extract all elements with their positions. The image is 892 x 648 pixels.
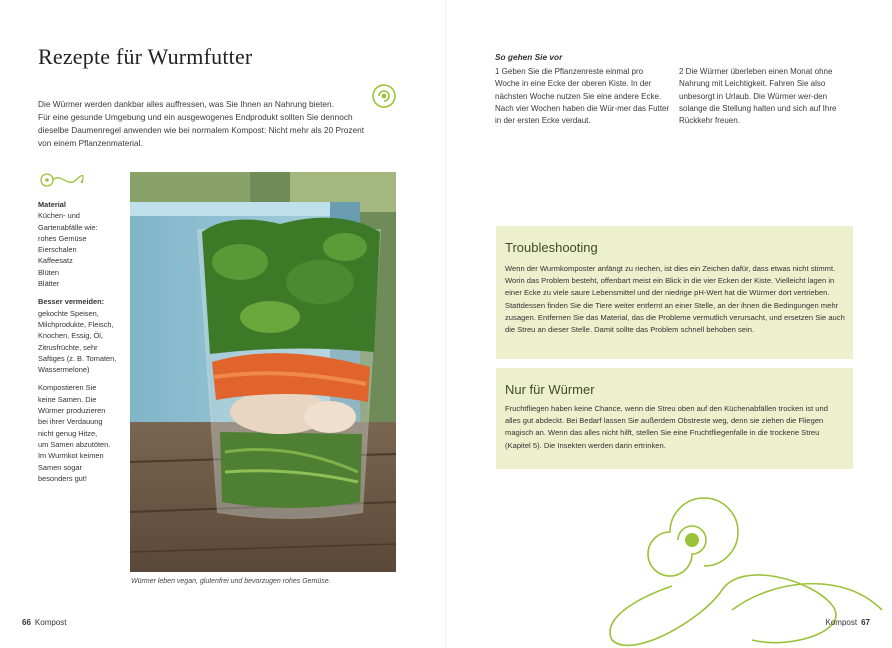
- step-2-text: 2 Die Würmer überleben einen Monat ohne Nahrung mit Leichtigkeit. Fahren Sie also unbesorgt in Urlaub. Die Würmer wer-den solange die Stellung halten und sich auf Ihre Rückkehr freuen.: [679, 67, 837, 126]
- note-line: Würmer produzieren: [38, 406, 106, 416]
- page-number-right: [826, 618, 870, 627]
- photo-illustration: [130, 172, 396, 572]
- seed-note-block: [38, 382, 126, 484]
- troubleshooting-box: [496, 226, 853, 359]
- material-line: Eierschalen: [38, 245, 77, 255]
- folio-number: 67: [861, 618, 870, 627]
- material-heading: Material: [38, 200, 66, 209]
- material-line: Blätter: [38, 279, 60, 289]
- page-title: Rezepte für Wurmfutter: [38, 44, 253, 69]
- sidebar-material: [38, 199, 126, 491]
- photo-caption: Würmer leben vegan, glutenfrei und bevorzugen rohes Gemüse.: [131, 578, 331, 585]
- note-line: besonders gut!: [38, 473, 87, 483]
- photo-vegetable-glass: [130, 172, 396, 572]
- avoid-line: Wassermelone): [38, 365, 90, 375]
- note-line: Kompostieren Sie: [38, 383, 97, 393]
- avoid-line: Zitrusfrüchte, sehr: [38, 342, 98, 352]
- worms-only-box: [496, 368, 853, 469]
- note-line: Im Wurmkot keimen: [38, 451, 104, 461]
- avoid-line: gekochte Speisen,: [38, 308, 99, 318]
- material-line: Küchen- und: [38, 211, 80, 221]
- troubleshooting-text: Wenn der Wurmkomposter anfängt zu riechen, ist dies ein Zeichen dafür, dass etwas nicht stimmt. Worin das Problem besteht, offenbart meist ein Blick in die vier Ecken der Kiste. Vielleicht lagen in einer Ecke zu viele saure Lebensmittel und der niedrige pH-Wert hat die Würmer dort vertrieben. Stattdessen finden Sie die Tiere weiter entfernt an einer Stelle, an der ihnen die Bedingungen mehr zusagen. Entfernen Sie das Material, das die Probleme vermutlich verursacht, und ersetzen Sie auch die Streu an dieser Stelle. Damit sollte das Problem schnell behoben sein.: [505, 264, 845, 335]
- material-block: [38, 199, 126, 289]
- flourish-ornament-icon: [38, 170, 88, 190]
- avoid-heading: Besser vermeiden:: [38, 297, 105, 307]
- worms-only-title: Nur für Würmer: [505, 382, 595, 397]
- folio-label: Kompost: [825, 618, 858, 627]
- step-1-text: 1 Geben Sie die Pflanzenreste einmal pro Woche in eine Ecke der oberen Kiste. In der nächsten Woche nutzen Sie eine andere Ecke. Nach vier Wochen haben die Wür-mer das Futter in der ersten Ecke verdaut.: [495, 67, 670, 126]
- material-line: rohes Gemüse: [38, 233, 87, 243]
- note-line: bei ihrer Verdauung: [38, 417, 103, 427]
- avoid-line: Milchprodukte, Fleisch,: [38, 319, 114, 329]
- page-number-left: [22, 618, 66, 627]
- folio-label: Kompost: [34, 618, 67, 627]
- material-line: Kaffeesatz: [38, 256, 73, 266]
- intro-paragraph-1: Die Würmer werden dankbar alles auffressen, was Sie Ihnen an Nahrung bieten.: [38, 99, 334, 109]
- worms-only-text: Fruchtfliegen haben keine Chance, wenn die Streu oben auf den Küchenabfällen trocken ist und alles gut abdeckt. Bei Bedarf lassen Sie außerdem Obstreste weg, denn sie ziehen die Fliegen magisch an. Wenn das alles nicht hilft, stellen Sie eine Fruchtfliegenfalle in die trockene Streu (Kapitel 5). Die Insekten werden darin ertrinken.: [505, 404, 828, 450]
- troubleshooting-title: Troubleshooting: [505, 240, 598, 255]
- intro-text: [38, 98, 378, 150]
- avoid-block: [38, 296, 126, 375]
- note-line: um Samen abzutöten.: [38, 439, 111, 449]
- avoid-line: Knochen, Essig, Öl,: [38, 331, 103, 341]
- note-line: Samen sogar: [38, 462, 82, 472]
- material-line: Blüten: [38, 267, 59, 277]
- intro-paragraph-2: Für eine gesunde Umgebung und ein ausgewogenes Endprodukt sollten Sie dennoch dieselbe Daumenregel anwenden wie bei normalem Kompost: Nicht mehr als 20 Prozent von einem Pflanzenmaterial.: [38, 112, 365, 148]
- note-line: keine Samen. Die: [38, 394, 97, 404]
- material-line: Gartenabfälle wie:: [38, 222, 98, 232]
- note-line: nicht genug Hitze,: [38, 428, 98, 438]
- avoid-line: Saftiges (z. B. Tomaten,: [38, 353, 117, 363]
- steps-heading: So gehen Sie vor: [495, 52, 563, 62]
- folio-number: 66: [22, 618, 31, 627]
- right-page: [446, 0, 892, 648]
